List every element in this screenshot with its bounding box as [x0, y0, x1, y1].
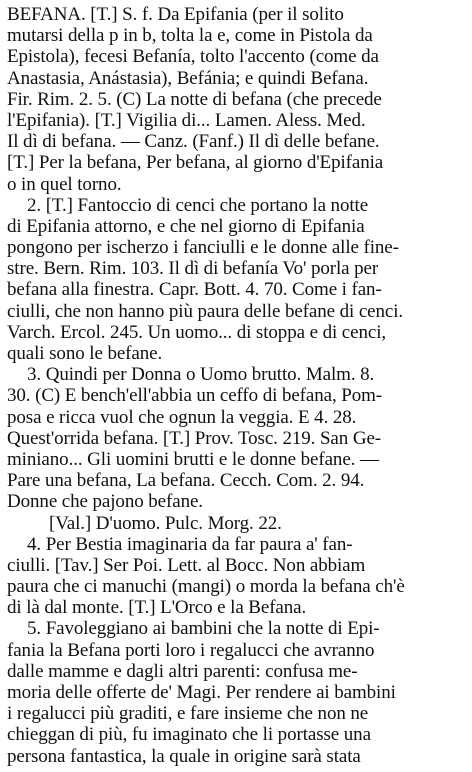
entry-line: Quest'orrida befana. [T.] Prov. Tosc. 219. San Ge- [7, 427, 381, 449]
entry-line: BEFANA. [T.] S. f. Da Epifania (per il solito [7, 4, 344, 25]
entry-line: i regalucci più graditi, e fare insieme che non ne [7, 703, 369, 725]
val-citation: [Val.] D'uomo. Pulc. Morg. 22. [49, 512, 282, 534]
entry-line: moria delle offerte de' Magi. Per rendere ai bambini [7, 682, 396, 703]
entry-line: Anastasia, Anástasia), Befánia; e quindi Befana. [7, 67, 369, 89]
entry-line: persona fantastica, la quale in origine sarà stata [7, 745, 361, 767]
sense-5-start: 5. Favoleggiano ai bambini che la notte di Epi- [27, 618, 380, 640]
entry-line: o in quel torno. [7, 173, 122, 195]
entry-line: ciulli. [Tav.] Ser Poi. Lett. al Bocc. Non abbiam [7, 554, 366, 576]
entry-line: posa e ricca vuol che ognun la veggia. E 4. 28. [7, 406, 357, 428]
entry-line: befana alla finestra. Capr. Bott. 4. 70. Come i fan- [7, 279, 382, 301]
entry-line: ciulli, che non hanno più paura delle befane di cenci. [7, 300, 404, 322]
entry-line: Donne che pajono befane. [7, 491, 203, 513]
entry-line: Epistola), fecesi Befanía, tolto l'accento (come da [7, 46, 379, 68]
entry-line: stre. Bern. Rim. 103. Il dì di befanía Vo' porla per [7, 258, 379, 280]
entry-line: di là dal monte. [T.] L'Orco e la Befana. [7, 597, 307, 619]
entry-line: chieggan di più, fu imaginato che li portasse una [7, 724, 371, 746]
sense-2-start: 2. [T.] Fantoccio di cenci che portano la notte [27, 194, 369, 216]
entry-line: Fir. Rim. 2. 5. (C) La notte di befana (che precede [7, 88, 382, 110]
entry-line: 30. (C) E bench'ell'abbia un ceffo di befana, Pom- [7, 385, 383, 407]
entry-line: pongono per ischerzo i fanciulli e le donne alle fine- [7, 237, 399, 259]
entry-line: miniano... Gli uomini brutti e le donne befane. — [7, 448, 379, 470]
entry-line: paura che ci manuchi (mangi) o morda la befana ch'è [7, 576, 405, 598]
entry-line: [T.] Per la befana, Per befana, al giorno d'Epifania [7, 152, 384, 174]
sense-4-start: 4. Per Bestia imaginaria da far paura a' fan- [27, 533, 353, 555]
entry-line: l'Epifania). [T.] Vigilia di... Lamen. Aless. Med. [7, 109, 366, 131]
entry-line: Varch. Ercol. 245. Un uomo... di stoppa e di cenci, [7, 321, 387, 343]
dictionary-entry-befana [7, 4, 466, 767]
entry-line: Pare una befana, La befana. Cecch. Com. 2. 94. [7, 470, 365, 492]
entry-line: quali sono le befane. [7, 343, 163, 364]
entry-line: mutarsi della p in b, tolta la e, come in Pistola da [7, 25, 373, 47]
entry-line: fania la Befana porti loro i regalucci che avranno [7, 639, 375, 661]
entry-line: Il dì di befana. — Canz. (Fanf.) Il dì delle befane. [7, 131, 380, 153]
sense-3-start: 3. Quindi per Donna o Uomo brutto. Malm. 8. [27, 364, 375, 386]
entry-line: dalle mamme e dagli altri parenti: confusa me- [7, 660, 358, 682]
entry-line: di Epifania attorno, e che nel giorno di Epifania [7, 215, 365, 237]
